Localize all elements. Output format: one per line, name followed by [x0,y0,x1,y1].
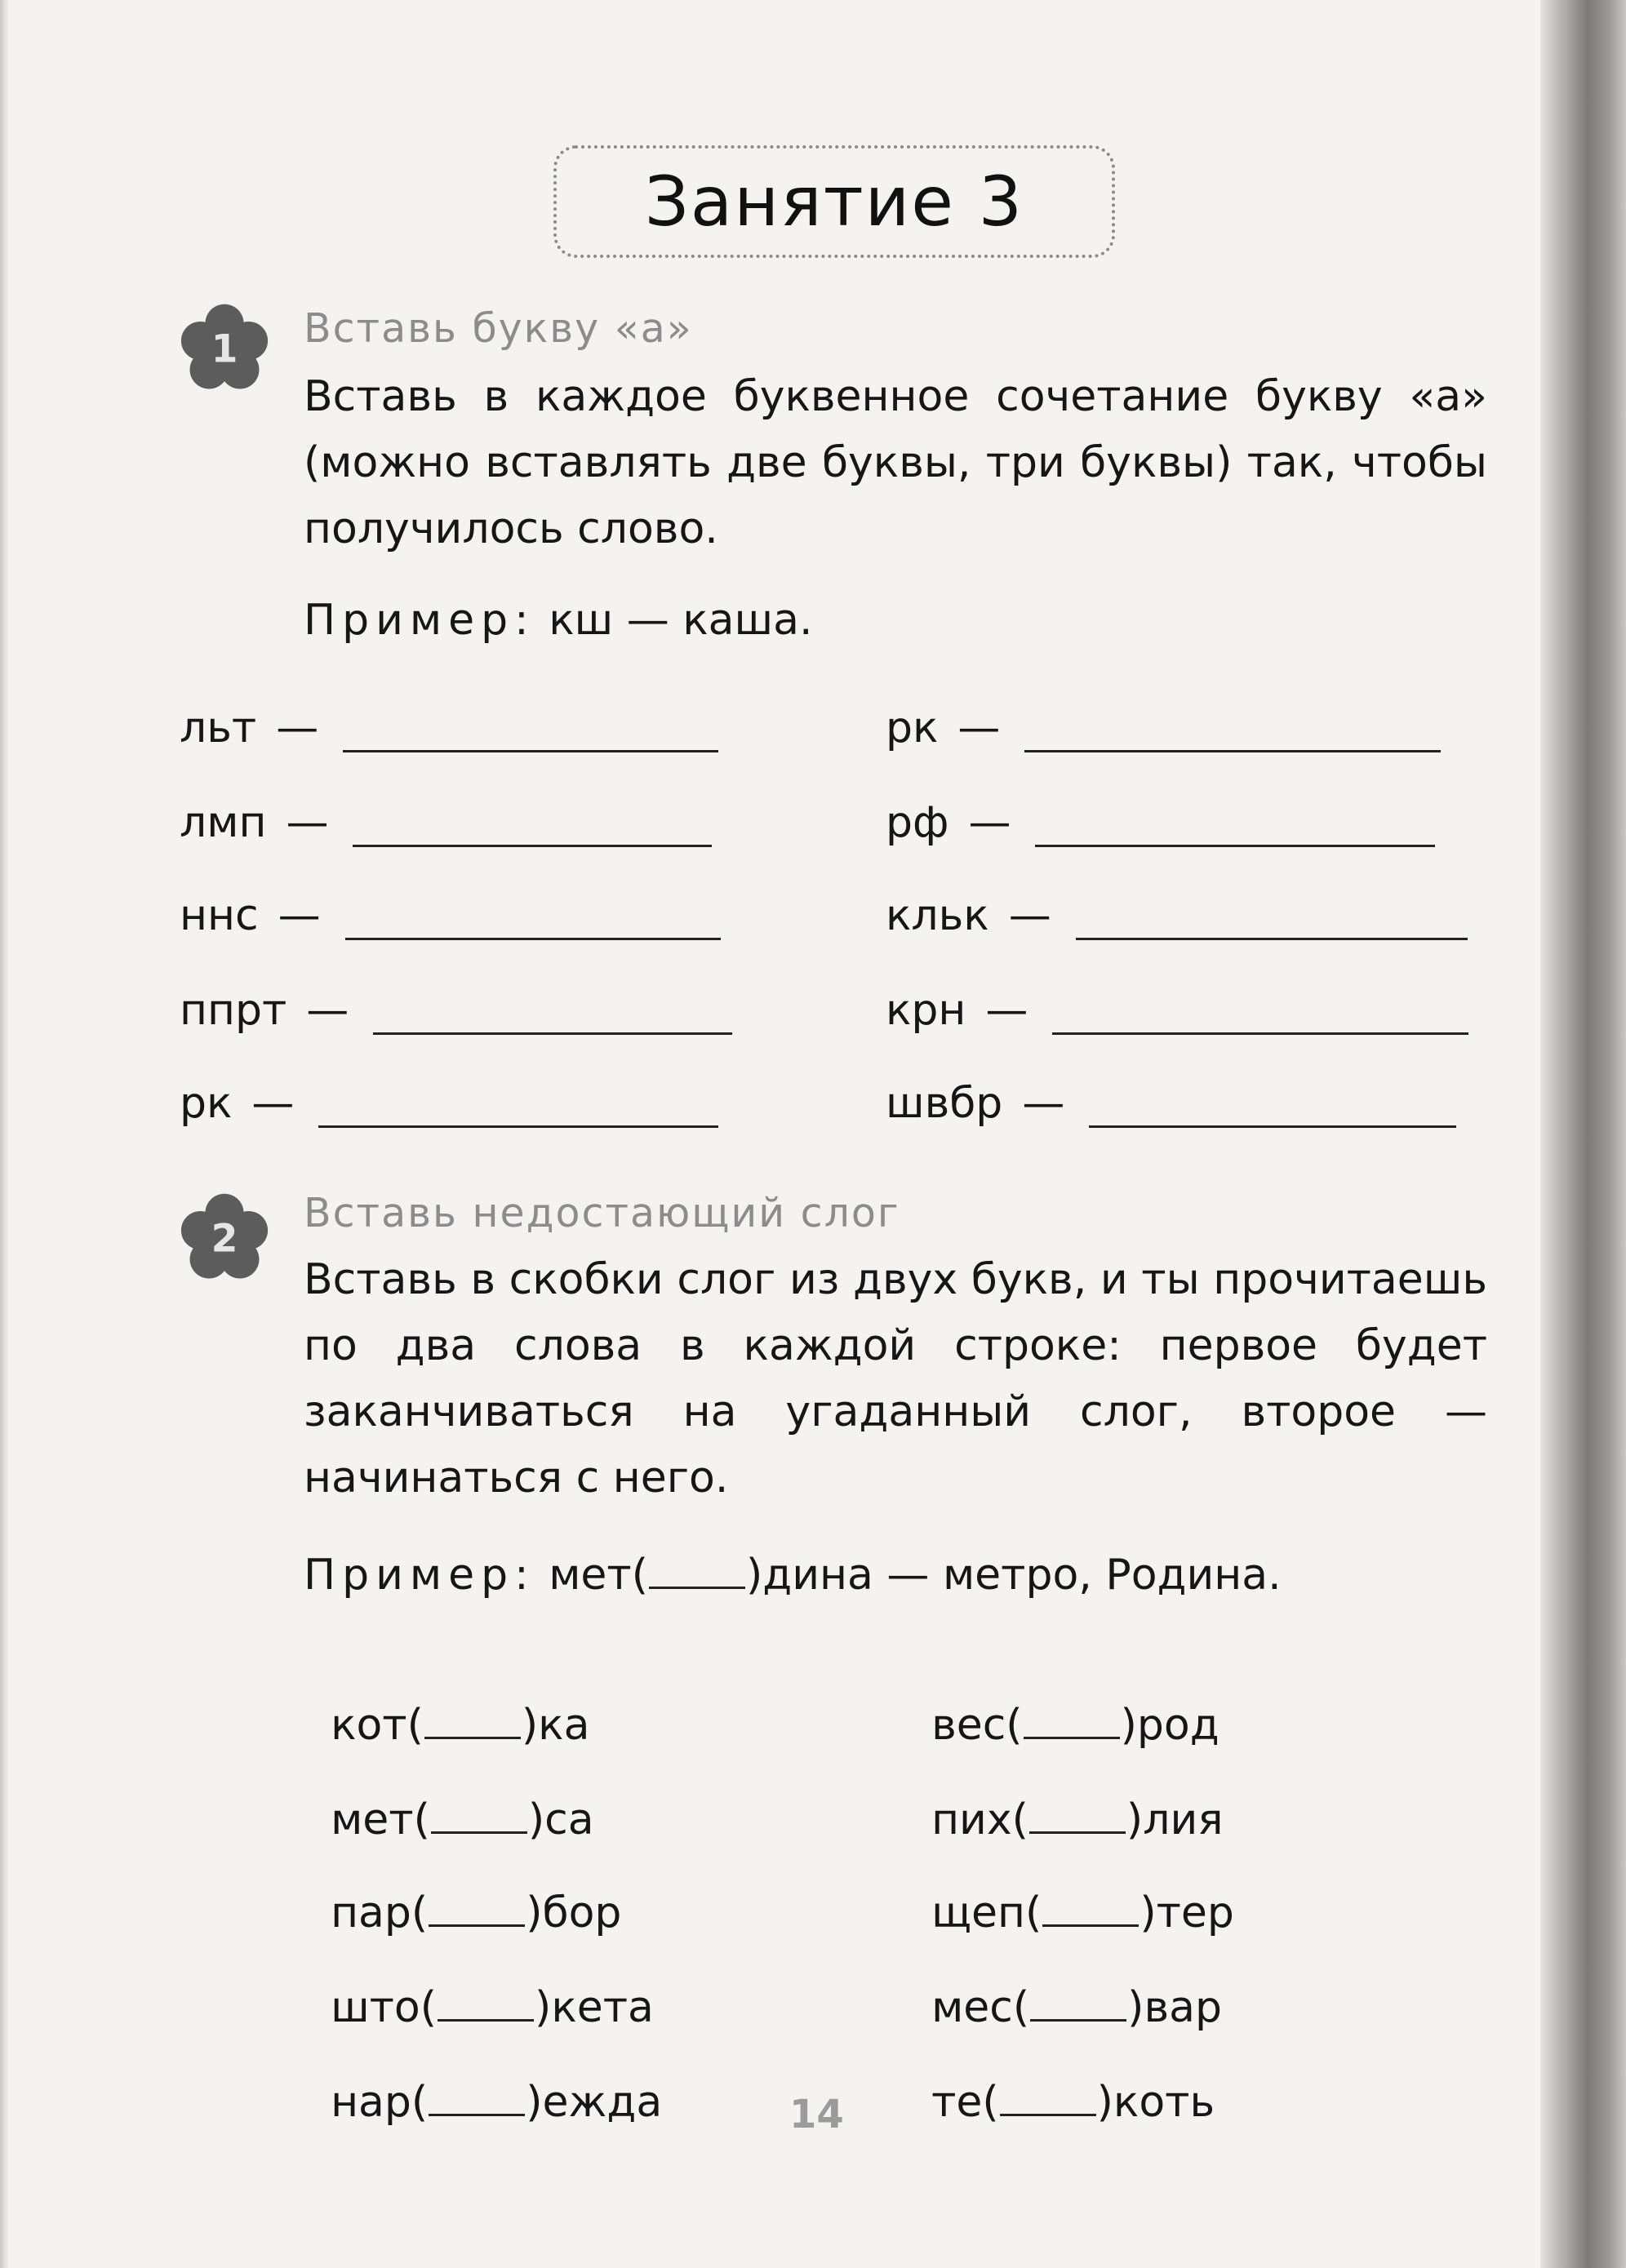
exercise-2-number: 2 [211,1216,238,1262]
word-start: нар( [331,2078,429,2127]
ex2-right-pair [904,1740,1224,1844]
ex2-right-pair [904,1833,1234,1937]
ex2-left-pair [304,1833,621,1937]
ex2-left-pair [304,1740,594,1844]
letter-combination: рк [180,1079,233,1128]
answer-line[interactable] [1035,796,1435,847]
ex1-right-row [886,1063,1456,1128]
word-end: )кета [535,1983,654,2032]
dash: — [286,798,329,847]
dash: — [1022,1079,1065,1128]
example-gap [649,1544,745,1589]
exercise-1-flower-icon [176,300,273,397]
dash: — [306,986,349,1035]
syllable-gap[interactable] [1024,1694,1120,1739]
word-end: )коть [1096,2078,1215,2127]
word-end: )лия [1126,1795,1224,1844]
word-end: )тер [1140,1889,1234,1937]
ex2-right-pair [904,1645,1220,1750]
ex2-left-pair [304,1928,654,2032]
dash: — [1008,891,1051,940]
syllable-gap[interactable] [438,1977,534,2022]
ex1-right-row [886,687,1441,752]
exercise-1-instruction: Вставь в каждое буквенное сочетание букву «а» (можно вставлять две буквы, три буквы) так, чтобы получилось слово. [304,372,1487,553]
word-start: вес( [931,1701,1023,1750]
book-spine [1540,0,1626,2268]
word-start: мет( [331,1795,430,1844]
word-start: што( [331,1983,438,2032]
exercise-1-number: 1 [211,326,238,372]
word-end: )ежда [526,2078,663,2127]
exercise-2-title: Вставь недостающий слог [304,1190,900,1236]
word-start: мес( [931,1983,1030,2032]
page-number: 14 [789,2092,844,2137]
syllable-gap[interactable] [429,1882,525,1927]
word-start: щеп( [931,1889,1042,1937]
word-start: пих( [931,1795,1028,1844]
letter-combination: ппрт [180,986,287,1035]
answer-line[interactable] [343,701,718,752]
answer-line[interactable] [353,796,712,847]
letter-combination: рк [886,703,939,752]
syllable-gap[interactable] [429,2071,525,2116]
syllable-gap[interactable] [1042,1882,1139,1927]
ex1-left-row [180,782,712,847]
dash: — [276,703,319,752]
ex1-left-row [180,1063,718,1128]
letter-combination: лмп [180,798,267,847]
ex2-right-pair [904,2022,1215,2127]
ex1-left-row [180,875,721,940]
example-post: )дина — метро, Родина. [746,1551,1282,1600]
syllable-gap[interactable] [1000,2071,1096,2116]
word-end: )род [1120,1701,1220,1750]
page-left-edge [0,0,8,2268]
exercise-1-title: Вставь букву «а» [304,305,693,352]
answer-line[interactable] [1089,1076,1456,1128]
word-start: пар( [331,1889,429,1937]
ex1-left-row [180,687,718,752]
word-end: )ка [521,1701,590,1750]
letter-combination: льт [180,703,257,752]
exercise-2-flower-icon [176,1190,273,1286]
ex1-right-row [886,782,1435,847]
example-label: Пример: [304,1551,535,1600]
dash: — [968,798,1011,847]
letter-combination: ннс [180,891,259,940]
exercise-1-example [304,596,813,645]
dash: — [278,891,321,940]
example-pre: мет( [549,1551,648,1600]
lesson-title-text: Занятие 3 [644,162,1024,242]
dash: — [251,1079,295,1128]
ex2-left-pair [304,1645,589,1750]
ex2-left-pair [304,2022,662,2127]
syllable-gap[interactable] [1029,1789,1126,1834]
example-text: кш — каша. [549,596,813,645]
ex2-right-pair [904,1928,1222,2032]
dash: — [985,986,1028,1035]
answer-line[interactable] [318,1076,718,1128]
example-label: Пример: [304,596,535,645]
answer-line[interactable] [345,889,721,940]
word-end: )вар [1127,1983,1222,2032]
ex1-right-row [886,875,1468,940]
letter-combination: рф [886,798,949,847]
answer-line[interactable] [1024,701,1441,752]
ex1-right-row [886,970,1468,1035]
word-start: те( [931,2078,999,2127]
syllable-gap[interactable] [424,1694,521,1739]
syllable-gap[interactable] [1030,1977,1126,2022]
syllable-gap[interactable] [431,1789,527,1834]
letter-combination: крн [886,986,966,1035]
word-end: )са [527,1795,594,1844]
answer-line[interactable] [373,983,732,1035]
letter-combination: кльк [886,891,989,940]
exercise-2-example [304,1544,1282,1600]
answer-line[interactable] [1076,889,1468,940]
word-end: )бор [526,1889,622,1937]
exercise-2-instruction: Вставь в скобки слог из двух букв, и ты прочитаешь по два слова в каждой строке: первое будет заканчиваться на угаданный слог, второе — начинаться с него. [304,1255,1487,1502]
letter-combination: швбр [886,1079,1003,1128]
ex1-left-row [180,970,732,1035]
answer-line[interactable] [1052,983,1468,1035]
lesson-title [553,145,1115,258]
word-start: кот( [331,1701,424,1750]
dash: — [957,703,1001,752]
